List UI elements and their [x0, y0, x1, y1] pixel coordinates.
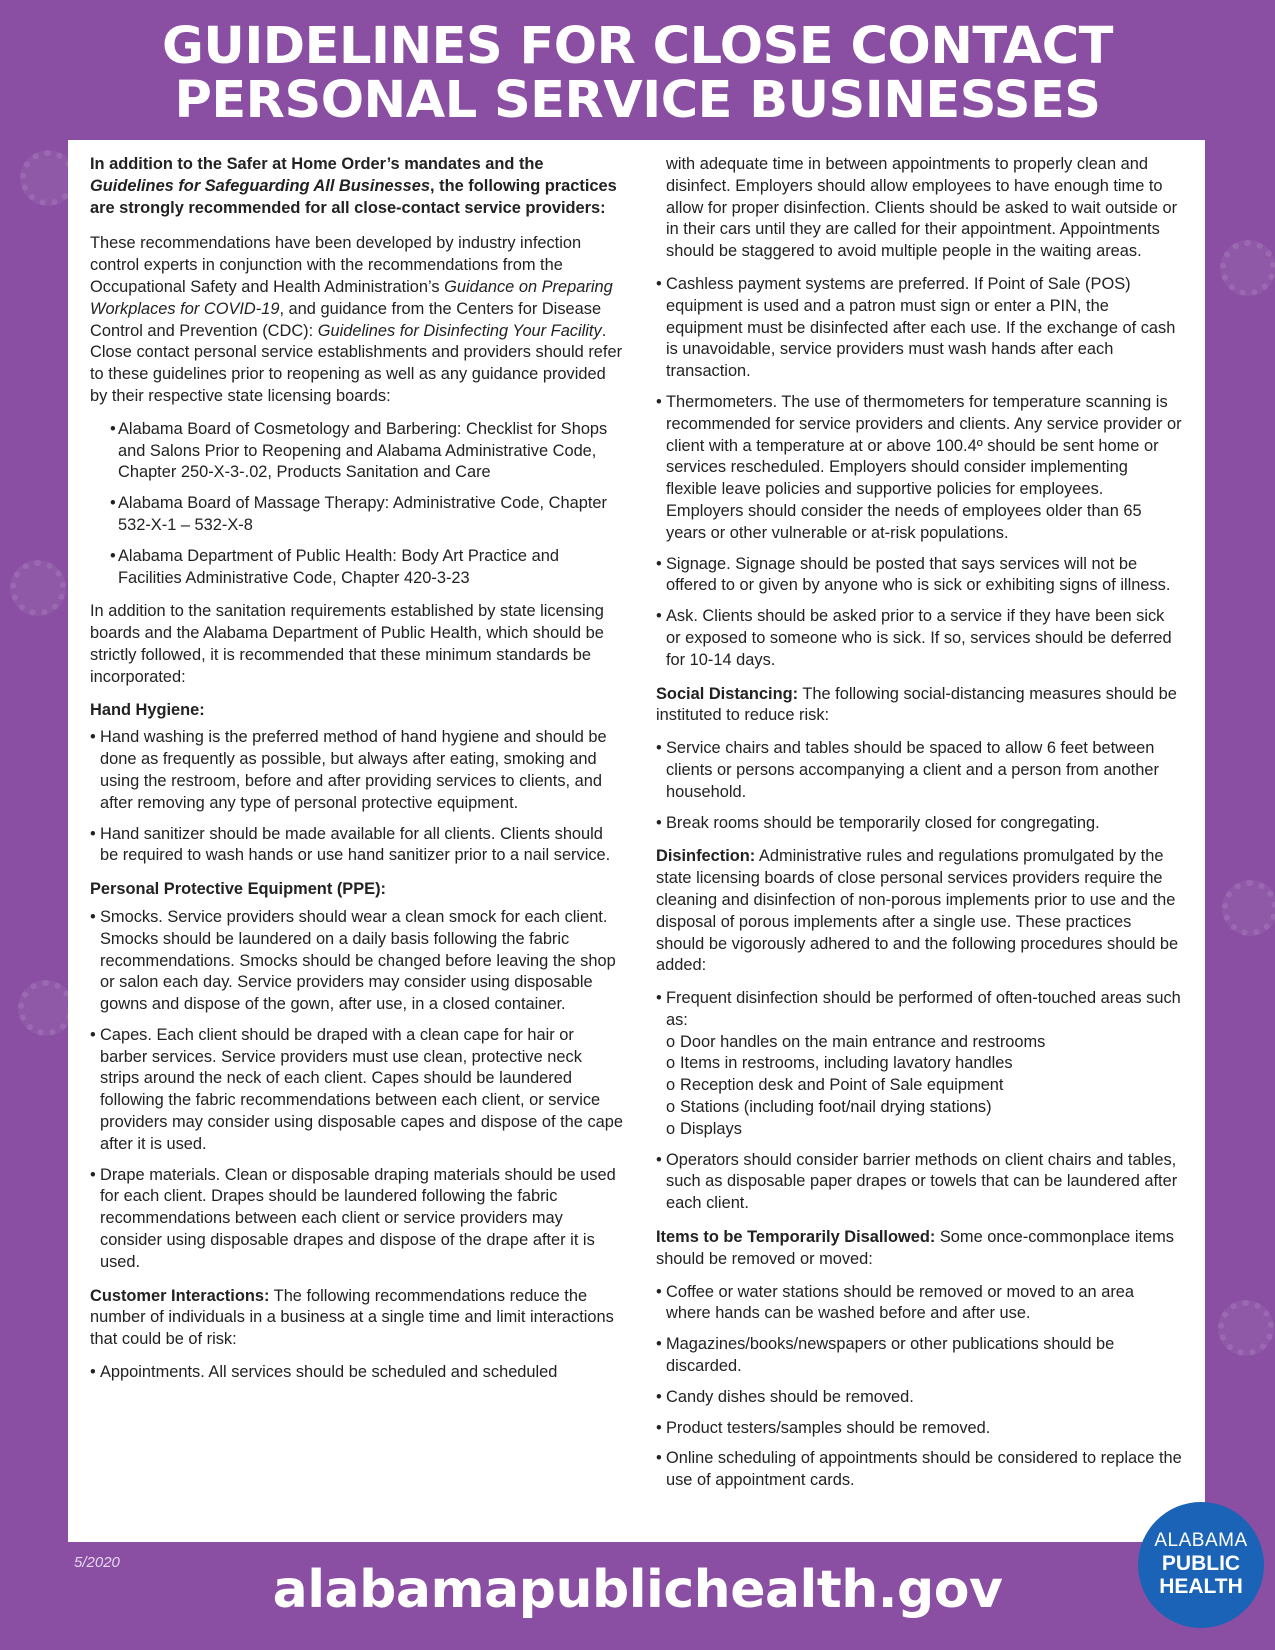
virus-icon: [18, 980, 74, 1036]
disinfection-text: Administrative rules and regulations promulgated by the state licensing boards of close personal services providers require the cleaning and disinfection of non-porous implements prior to use and the disposal of porous implements after a single use. These practices should be vigorously adhered to and the following procedures should be added:: [656, 847, 1179, 975]
list-item: • Coffee or water stations should be removed or moved to an area where hands can be washed before and after use.: [656, 1282, 1182, 1326]
list-item: • Thermometers. The use of thermometers for temperature scanning is recommended for service providers and clients. Any service provider or client with a temperature at or above 100.4º should be sent home or services rescheduled. Employers should consider implementing flexible leave policies and supportive policies for employees. Employers should consider the needs of employees older than 65 years or other vulnerable or at-risk populations.: [656, 392, 1182, 545]
intro-text: In addition to the Safer at Home Order’s mandates and the: [90, 155, 544, 173]
disinfection-heading: Disinfection:: [656, 847, 756, 866]
website-url[interactable]: alabamapublichealth.gov: [272, 1560, 1003, 1620]
list-item: • Appointments. All services should be scheduled and scheduled: [90, 1362, 624, 1384]
disinfection-paragraph: [656, 846, 1182, 977]
list-item: • Product testers/samples should be removed.: [656, 1418, 1182, 1440]
publication-date: 5/2020: [74, 1554, 120, 1571]
customer-interactions-list-start: [90, 1362, 624, 1384]
customer-interactions-paragraph: [90, 1286, 624, 1351]
sub-list-item: o Door handles on the main entrance and restrooms: [666, 1032, 1182, 1054]
hand-hygiene-heading: Hand Hygiene:: [90, 700, 205, 719]
list-item: • Capes. Each client should be draped with a clean cape for hair or barber services. Service providers must use clean, protective neck strips around the neck of each client. Capes should be laundered following the fabric recommendations between each client, or service providers may consider using disposable capes and dispose of the cape after it is used.: [90, 1025, 624, 1156]
list-item: • Alabama Board of Massage Therapy: Administrative Code, Chapter 532-X-1 – 532-X-8: [110, 493, 624, 537]
appointments-continued: with adequate time in between appointments to properly clean and disinfect. Employers should allow employees to have enough time to allow for proper disinfection. Clients should be asked to wait outside or in their cars until they are called for their appointment. Appointments should be staggered to avoid multiple people in the waiting areas.: [666, 155, 1178, 261]
page-title: [0, 17, 1275, 130]
list-item: • Smocks. Service providers should wear a clean smock for each client. Smocks should be laundered on a daily basis following the fabric recommendations. Smocks should be changed before leaving the shop or salon each day. Service providers may consider using disposable gowns and dispose of the gown, after use, in a closed container.: [90, 907, 624, 1016]
list-item: • Break rooms should be temporarily closed for congregating.: [656, 813, 1182, 835]
social-distancing-list: [656, 738, 1182, 834]
list-item: [656, 988, 1182, 1141]
list-item: • Alabama Department of Public Health: Body Art Practice and Facilities Administrative Code, Chapter 420-3-23: [110, 546, 624, 590]
content-panel: [68, 140, 1205, 1542]
para-text: These recommendations have been developed by industry infection control experts in conjunction with the recommendations from the Occupational Safety and Health Administration’s: [90, 234, 582, 296]
sanitation-paragraph: In addition to the sanitation requirements established by state licensing boards and the Alabama Department of Public Health, which should be strictly followed, it is recommended that these minimum standards be incorporated:: [90, 602, 604, 686]
title-line-2: PERSONAL SERVICE BUSINESSES: [174, 71, 1101, 130]
list-item: • Online scheduling of appointments should be considered to replace the use of appointment cards.: [656, 1448, 1182, 1492]
list-item: • Cashless payment systems are preferred. If Point of Sale (POS) equipment is used and a patron must sign or enter a PIN, the equipment must be disinfected after each use. If the exchange of cash is unavoidable, service providers must wash hands after each transaction.: [656, 274, 1182, 383]
sub-list-item: o Displays: [666, 1119, 1182, 1141]
logo-line-2: PUBLIC: [1161, 1552, 1241, 1575]
list-item: • Candy dishes should be removed.: [656, 1387, 1182, 1409]
disallowed-items-paragraph: [656, 1227, 1182, 1271]
logo-line-1: ALABAMA: [1154, 1530, 1248, 1551]
licensing-boards-list: [110, 419, 624, 590]
list-item: • Ask. Clients should be asked prior to a service if they have been sick or exposed to someone who is sick. If so, services should be deferred for 10-14 days.: [656, 606, 1182, 671]
para-text: , and guidance from the Centers for Disease Control and Prevention (CDC):: [90, 299, 602, 340]
sub-list-item: o Reception desk and Point of Sale equipment: [666, 1075, 1182, 1097]
intro-italic: Guidelines for Safeguarding All Businesses: [90, 176, 431, 195]
osha-guidance-title: Guidance on Preparing Workplaces for COVID-19: [90, 277, 613, 318]
disinfection-list: [656, 988, 1182, 1215]
intro-paragraph: [90, 154, 624, 219]
list-item: • Operators should consider barrier methods on client chairs and tables, such as disposable paper drapes or towels that can be laundered after each client.: [656, 1150, 1182, 1215]
frequent-disinfection-sublist: [666, 1032, 1182, 1141]
disallowed-items-list: [656, 1282, 1182, 1492]
customer-interactions-text: The following recommendations reduce the number of individuals in a business at a single time and limit interactions that could be of risk:: [90, 1286, 614, 1349]
social-distancing-paragraph: [656, 684, 1182, 728]
virus-icon: [1220, 240, 1275, 296]
left-column: [90, 154, 624, 1396]
list-item: • Hand washing is the preferred method of hand hygiene and should be done as frequently as possible, but always after eating, smoking and using the restroom, before and after providing services to clients, and after removing any type of personal protective equipment.: [90, 727, 624, 814]
virus-icon: [1218, 1300, 1274, 1356]
disallowed-items-text: Some once-commonplace items should be removed or moved:: [656, 1228, 1174, 1268]
disallowed-items-heading: Items to be Temporarily Disallowed:: [656, 1228, 936, 1247]
list-item: • Signage. Signage should be posted that says services will not be offered to or given by anyone who is sick or exhibiting signs of illness.: [656, 554, 1182, 598]
para-text: . Close contact personal service establishments and providers should refer to these guidelines prior to reopening as well as any guidance provided by their respective state licensing boards:: [90, 321, 623, 405]
alabama-public-health-logo: [1138, 1502, 1264, 1628]
list-item: • Alabama Board of Cosmetology and Barbering: Checklist for Shops and Salons Prior to Reopening and Alabama Administrative Code, Chapter 250-X-3-.02, Products Sanitation and Care: [110, 419, 624, 484]
virus-icon: [1222, 880, 1275, 936]
virus-icon: [10, 560, 66, 616]
frequent-disinfection-text: Frequent disinfection should be performed of often-touched areas such as:: [666, 989, 1181, 1029]
customer-interactions-list: [656, 274, 1182, 672]
social-distancing-text: The following social-distancing measures should be instituted to reduce risk:: [656, 684, 1177, 725]
logo-line-3: HEALTH: [1159, 1575, 1243, 1598]
right-column: [656, 154, 1182, 1504]
social-distancing-heading: Social Distancing:: [656, 684, 799, 703]
ppe-heading: Personal Protective Equipment (PPE):: [90, 880, 387, 899]
list-item: • Drape materials. Clean or disposable draping materials should be used for each client. Drapes should be laundered following the fabric recommendations between each client or service providers may consider using disposable drapes and dispose of the drape after it is used.: [90, 1165, 624, 1274]
hand-hygiene-list: [90, 727, 624, 867]
list-item: • Service chairs and tables should be spaced to allow 6 feet between clients or persons accompanying a client and a person from another household.: [656, 738, 1182, 803]
list-item: • Magazines/books/newspapers or other publications should be discarded.: [656, 1334, 1182, 1378]
sub-list-item: o Stations (including foot/nail drying stations): [666, 1097, 1182, 1119]
list-item: • Hand sanitizer should be made available for all clients. Clients should be required to wash hands or use hand sanitizer prior to a nail service.: [90, 824, 624, 868]
sub-list-item: o Items in restrooms, including lavatory handles: [666, 1053, 1182, 1075]
title-line-1: GUIDELINES FOR CLOSE CONTACT: [162, 17, 1113, 76]
intro-text-end: , the following practices are strongly recommended for all close-contact service providers:: [90, 176, 617, 217]
ppe-list: [90, 907, 624, 1274]
customer-interactions-heading: Customer Interactions:: [90, 1286, 270, 1305]
cdc-guidance-title: Guidelines for Disinfecting Your Facility: [317, 321, 602, 340]
recommendations-paragraph: [90, 233, 624, 407]
